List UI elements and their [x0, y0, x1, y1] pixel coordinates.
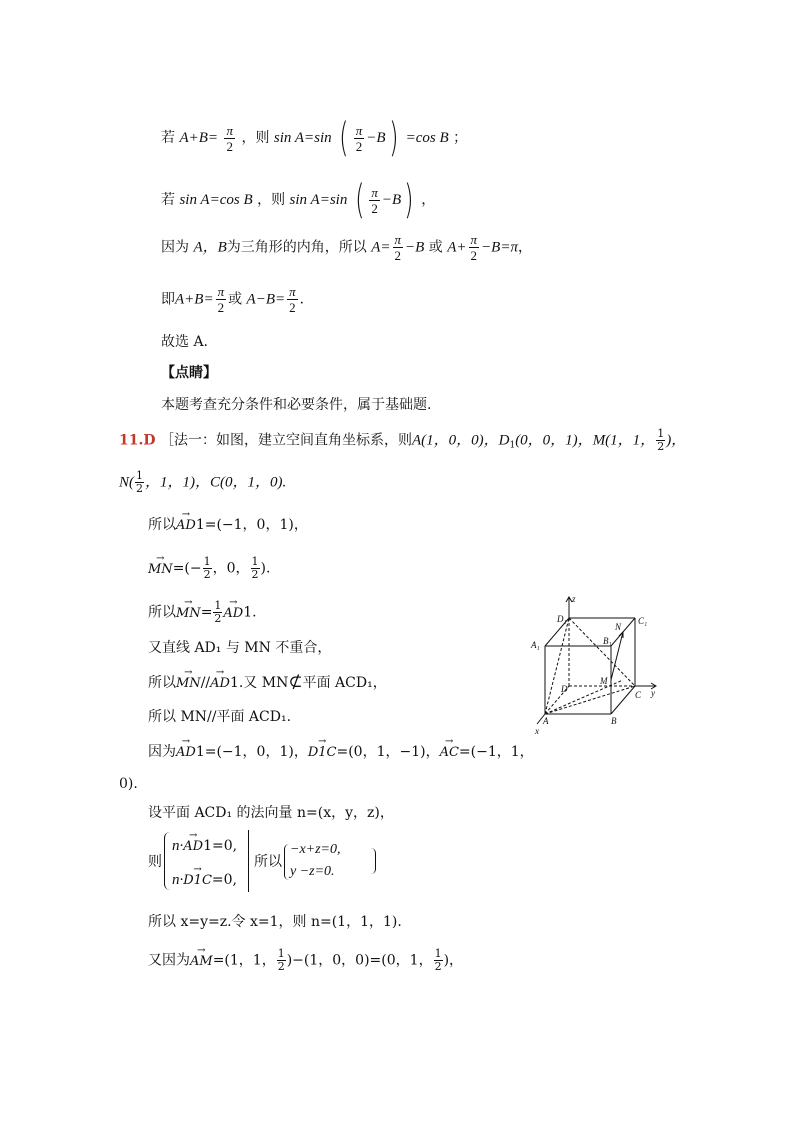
step-3: 所以→ MN= $\frac{1}{2}$ → AD1.	[148, 600, 257, 625]
fraction-pi-2: $\frac{\pi}{2}$	[217, 284, 225, 315]
text: ［法一：如图，建立空间直角坐标系，则	[159, 432, 412, 449]
math: sin A=cos B	[179, 192, 253, 208]
label-B: B	[611, 716, 617, 726]
label-B1: B₁	[603, 636, 612, 646]
line-1: 若 A+B= $\frac{\pi}{2}$ ，则 sin A=sin ( $\frac{\pi}{2}$ −B) =cos B ；	[161, 115, 468, 161]
line-4	[161, 284, 314, 315]
label-M: M	[600, 676, 608, 686]
fraction-pi-2: $\frac{\pi}{2}$	[289, 284, 296, 315]
label-C: C	[635, 690, 642, 700]
math: (0，0，1)，	[515, 432, 593, 449]
math: =cos B	[405, 130, 449, 146]
question-11-line-1	[119, 428, 686, 456]
step-11: 又因为→ AM=(1，1， $\frac{1}{2}$ )−(1，0，0)=(0，1， $\frac{1}{2}$ )，	[148, 948, 463, 973]
math: −B	[366, 130, 386, 146]
text: 或	[428, 239, 443, 256]
math: A，B	[193, 239, 227, 256]
step-6: 所以 MN//平面 ACD₁.	[148, 709, 292, 725]
math: N(	[119, 474, 134, 491]
fraction-1-2: $\frac{1}{2}$	[136, 469, 143, 495]
fraction-pi-2: $\frac{\pi}{2}$	[355, 122, 363, 154]
step-7: 因为→ AD1=(−1，0，1)，→ D1C=(0，1，−1)，→ AC=(−1，1，	[148, 742, 534, 763]
fraction-pi-2: $\frac{\pi}{2}$	[226, 122, 233, 154]
step-1: 所以→ AD1=(−1，0，1)，	[148, 515, 308, 536]
text: ．	[299, 291, 314, 308]
label-N: N	[615, 622, 622, 632]
math: sin A=sin	[273, 130, 332, 146]
text: ，	[421, 192, 436, 208]
text: 若	[161, 192, 175, 208]
step-10: 所以 x=y=z.令 x=1，则 n=(1，1，1).	[148, 914, 402, 930]
text: ，则	[257, 192, 286, 208]
fraction-pi-2: $\frac{\pi}{2}$	[394, 232, 402, 263]
math: A+B=	[175, 291, 214, 308]
step-9: 设平面 ACD₁ 的法向量 n=(x，y，z)，	[148, 805, 394, 821]
label-D: D	[561, 684, 568, 694]
math: A−B=	[246, 291, 286, 308]
math: A(1，0，0)，D	[411, 432, 510, 449]
question-11-line-2	[119, 470, 286, 495]
equation-system: 则 n·→ AD1=0, n·→ D1C=0, 所以 −x+z=0, y −z=0.	[148, 830, 388, 892]
label-x: x	[535, 726, 539, 736]
fraction-pi-2: $\frac{\pi}{2}$	[470, 232, 478, 263]
line-3	[161, 232, 532, 263]
fraction-pi-2: $\frac{\pi}{2}$	[371, 184, 378, 216]
text: 即	[161, 291, 175, 308]
label-A1: A₁	[531, 640, 540, 650]
math: −B	[381, 192, 402, 208]
math: )，	[666, 432, 687, 449]
line-2: 若 sin A=cos B ，则 sin A=sin ( $\frac{\pi}{2}$ −B) ，	[161, 177, 436, 223]
step-5: 所以→ MN//→ AD1.又 MN⊄平面 ACD₁，	[148, 672, 387, 694]
text: ，	[517, 239, 532, 256]
math: M(1，1，	[592, 432, 656, 449]
step-8: 0).	[119, 776, 138, 792]
text: ；	[453, 130, 468, 146]
step-2: → MN=(− $\frac{1}{2}$ ，0， $\frac{1}{2}$ ).	[148, 556, 270, 581]
label-C1: C₁	[638, 616, 648, 626]
answer-line: 故选 A.	[161, 334, 209, 350]
text: ，则	[241, 130, 270, 146]
text: 若	[161, 130, 175, 146]
math: −B=π	[481, 239, 518, 256]
label-y: y	[651, 688, 655, 698]
subscript: 1	[509, 440, 516, 451]
step-4: 又直线 AD₁ 与 MN 不重合，	[148, 640, 332, 656]
text: 为三角形的内角，所以	[226, 239, 367, 256]
label-A: A	[543, 716, 549, 726]
fraction-1-2: $\frac{1}{2}$	[657, 427, 665, 453]
cube-figure	[525, 592, 665, 742]
highlight-text: 本题考查充分条件和必要条件，属于基础题.	[161, 397, 432, 413]
label-D1: D₁	[557, 614, 567, 624]
math: ，1，1)，C(0，1，0).	[145, 474, 287, 491]
math: A+	[447, 239, 467, 256]
question-number: 11.D	[119, 432, 156, 449]
text: 因为	[161, 239, 194, 256]
math: A=	[371, 239, 391, 256]
label-z: z	[572, 594, 576, 604]
text: 或	[228, 291, 243, 308]
math: sin A=sin	[289, 192, 348, 208]
math: −B	[405, 239, 425, 256]
math: A+B=	[179, 130, 219, 146]
highlight-heading: 【点睛】	[161, 365, 217, 381]
